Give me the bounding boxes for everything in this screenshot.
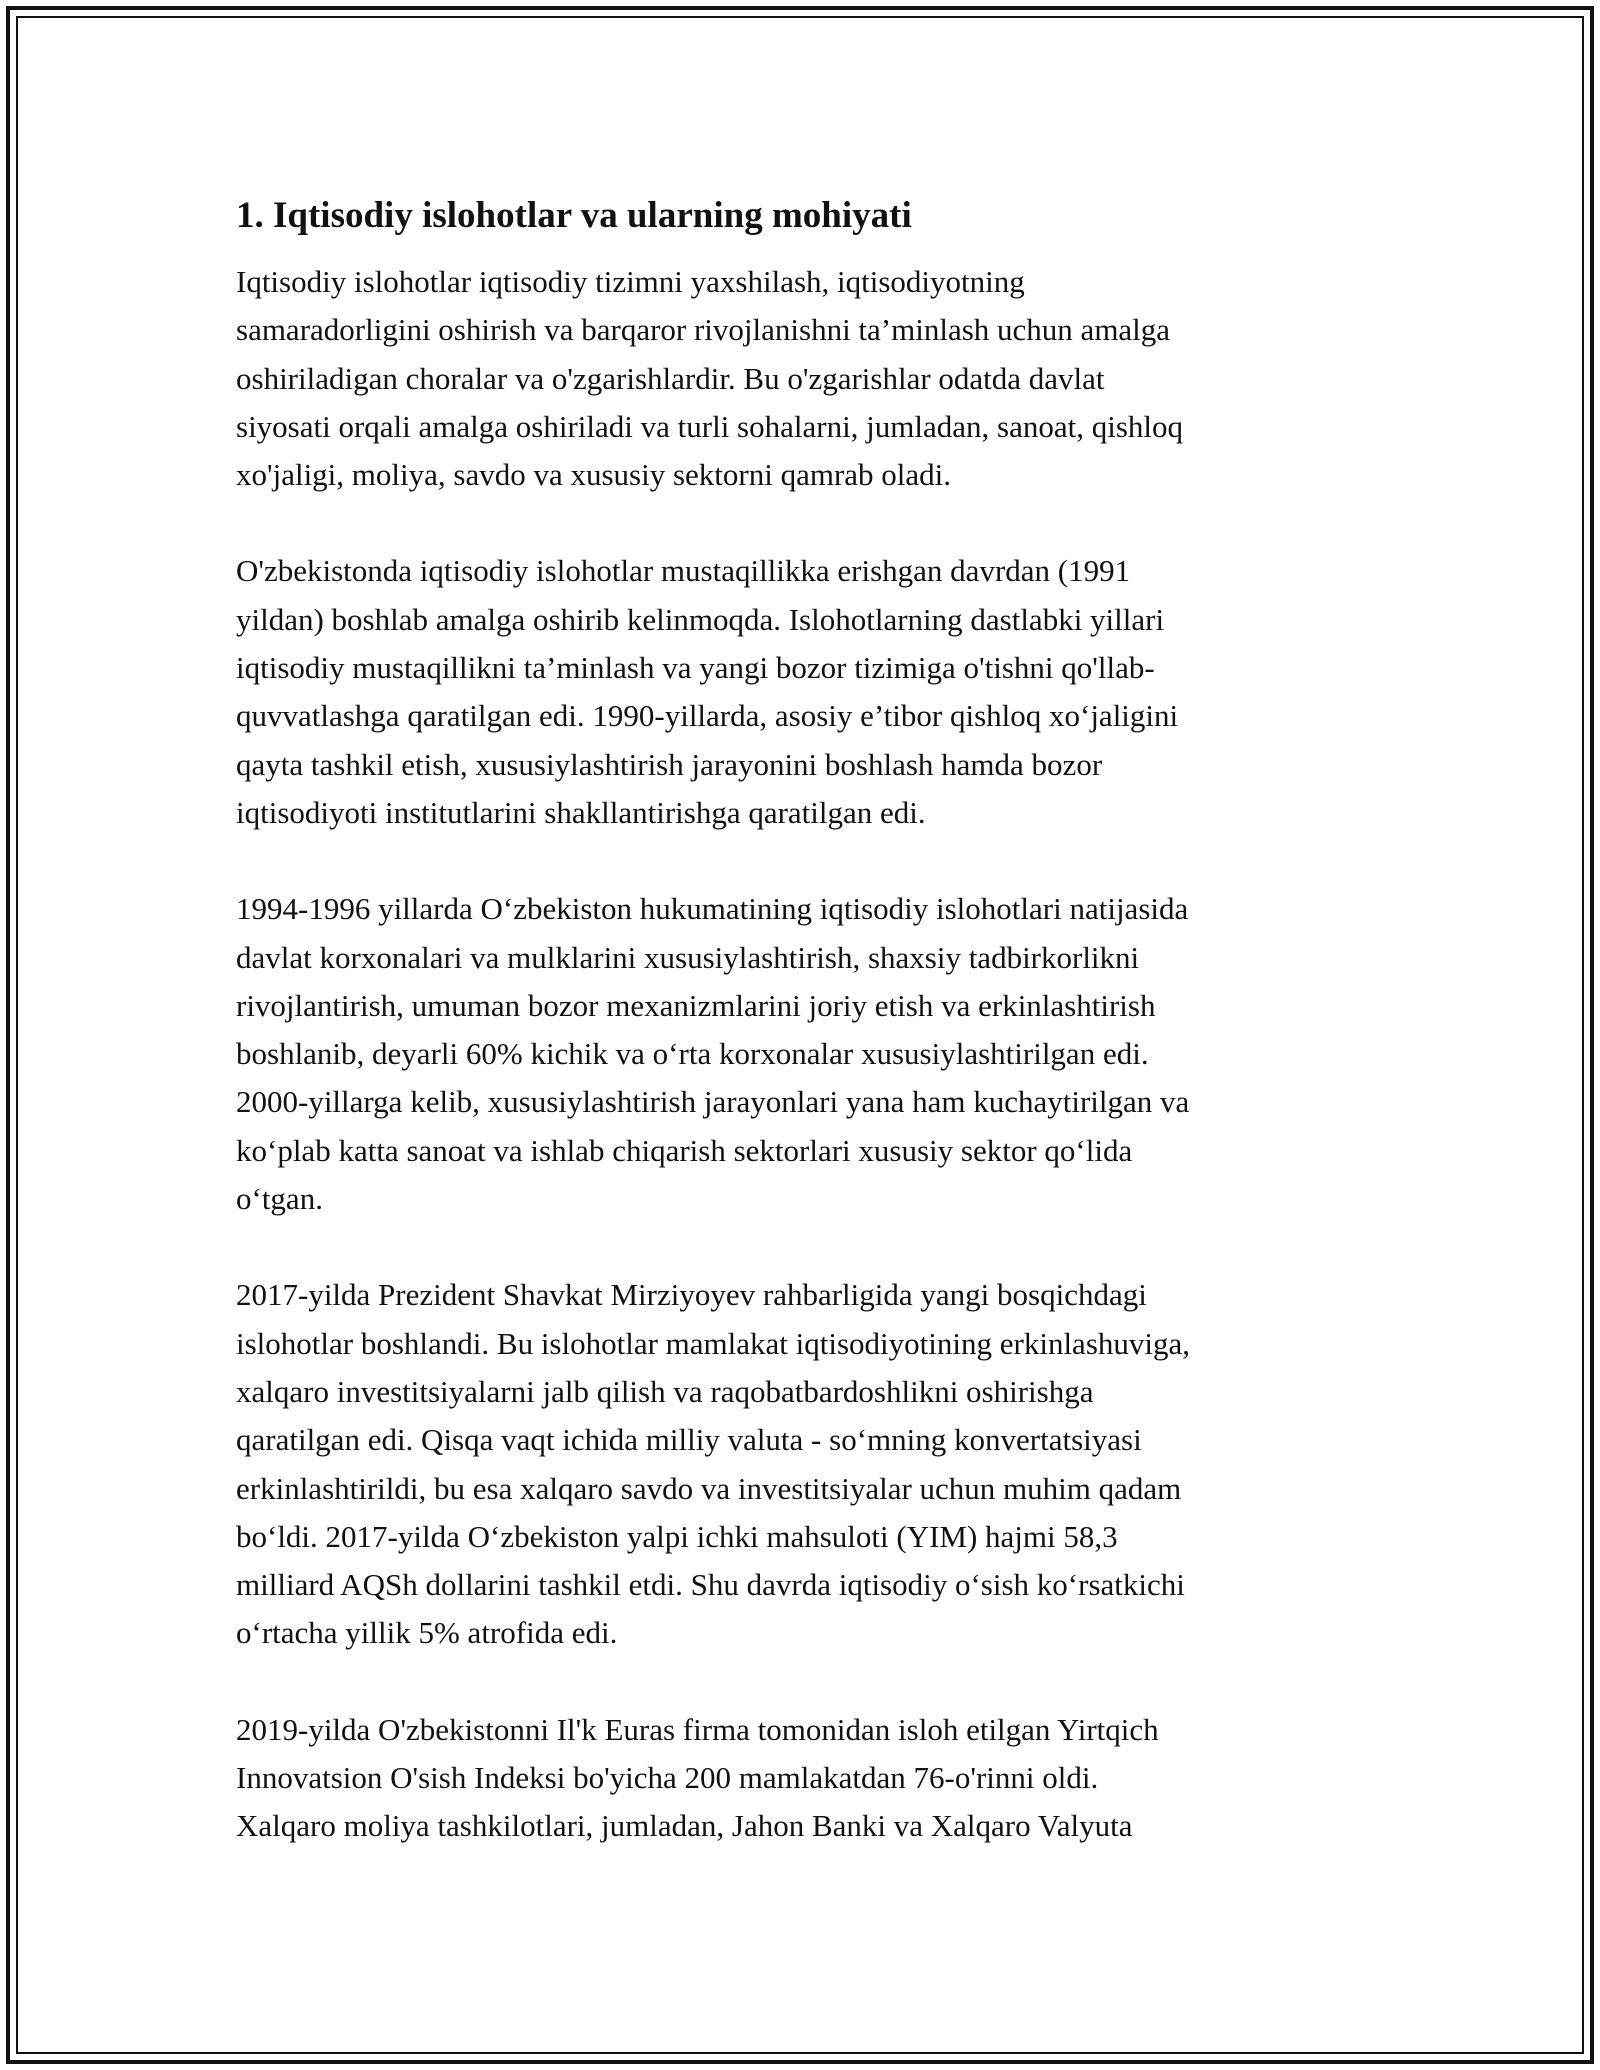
document-body: [236, 190, 1376, 1899]
paragraph-3: 1994-1996 yillarda O‘zbekiston hukumatining iqtisodiy islohotlari natijasida davlat korxonalari va mulklarini xususiylashtirish, shaxsiy tadbirkorlikni rivojlantirish, umuman bozor mexanizmlarini joriy etish va erkinlashtirish boshlanib, deyarli 60% kichik va o‘rta korxonalar xususiylashtirilgan edi. 2000-yillarga kelib, xususiylashtirish jarayonlari yana ham kuchaytirilgan va ko‘plab katta sanoat va ishlab chiqarish sektorlari xususiy sektor qo‘lida o‘tgan.: [236, 891, 1190, 1217]
section-heading: 1. Iqtisodiy islohotlar va ularning mohiyati: [236, 195, 912, 236]
paragraph-4: 2017-yilda Prezident Shavkat Mirziyoyev rahbarligida yangi bosqichdagi islohotlar boshlandi. Bu islohotlar mamlakat iqtisodiyotining erkinlashuviga, xalqaro investitsiyalarni jalb qilish va raqobatbardoshlikni oshirishga qaratilgan edi. Qisqa vaqt ichida milliy valuta - so‘mning konvertatsiyasi erkinlashtirildi, bu esa xalqaro savdo va investitsiyalar uchun muhim qadam bo‘ldi. 2017-yilda O‘zbekiston yalpi ichki mahsuloti (YIM) hajmi 58,3 milliard AQSh dollarini tashkil etdi. Shu davrda iqtisodiy o‘sish ko‘rsatkichi o‘rtacha yillik 5% atrofida edi.: [236, 1277, 1191, 1651]
paragraph-2: O'zbekistonda iqtisodiy islohotlar mustaqillikka erishgan davrdan (1991 yildan) boshlab amalga oshirib kelinmoqda. Islohotlarning dastlabki yillari iqtisodiy mustaqillikni ta’minlash va yangi bozor tizimiga o'tishni qo'llab- quvvatlashga qaratilgan edi. 1990-yillarda, asosiy e’tibor qishloq xo‘jaligini qayta tashkil etish, xususiylashtirish jarayonini boshlash hamda bozor iqtisodiyoti institutlarini shakllantirishga qaratilgan edi.: [236, 553, 1179, 830]
paragraph-5: 2019-yilda O'zbekistonni Il'k Euras firma tomonidan isloh etilgan Yirtqich Innovatsion O'sish Indeksi bo'yicha 200 mamlakatdan 76-o'rinni oldi. Xalqaro moliya tashkilotlari, jumladan, Jahon Banki va Xalqaro Valyuta: [236, 1711, 1159, 1844]
paragraph-1: Iqtisodiy islohotlar iqtisodiy tizimni yaxshilash, iqtisodiyotning samaradorligini oshirish va barqaror rivojlanishni ta’minlash uchun amalga oshiriladigan choralar va o'zgarishlardir. Bu o'zgarishlar odatda davlat siyosati orqali amalga oshiriladi va turli sohalarni, jumladan, sanoat, qishloq xo'jaligi, moliya, savdo va xususiy sektorni qamrab oladi.: [236, 264, 1184, 493]
